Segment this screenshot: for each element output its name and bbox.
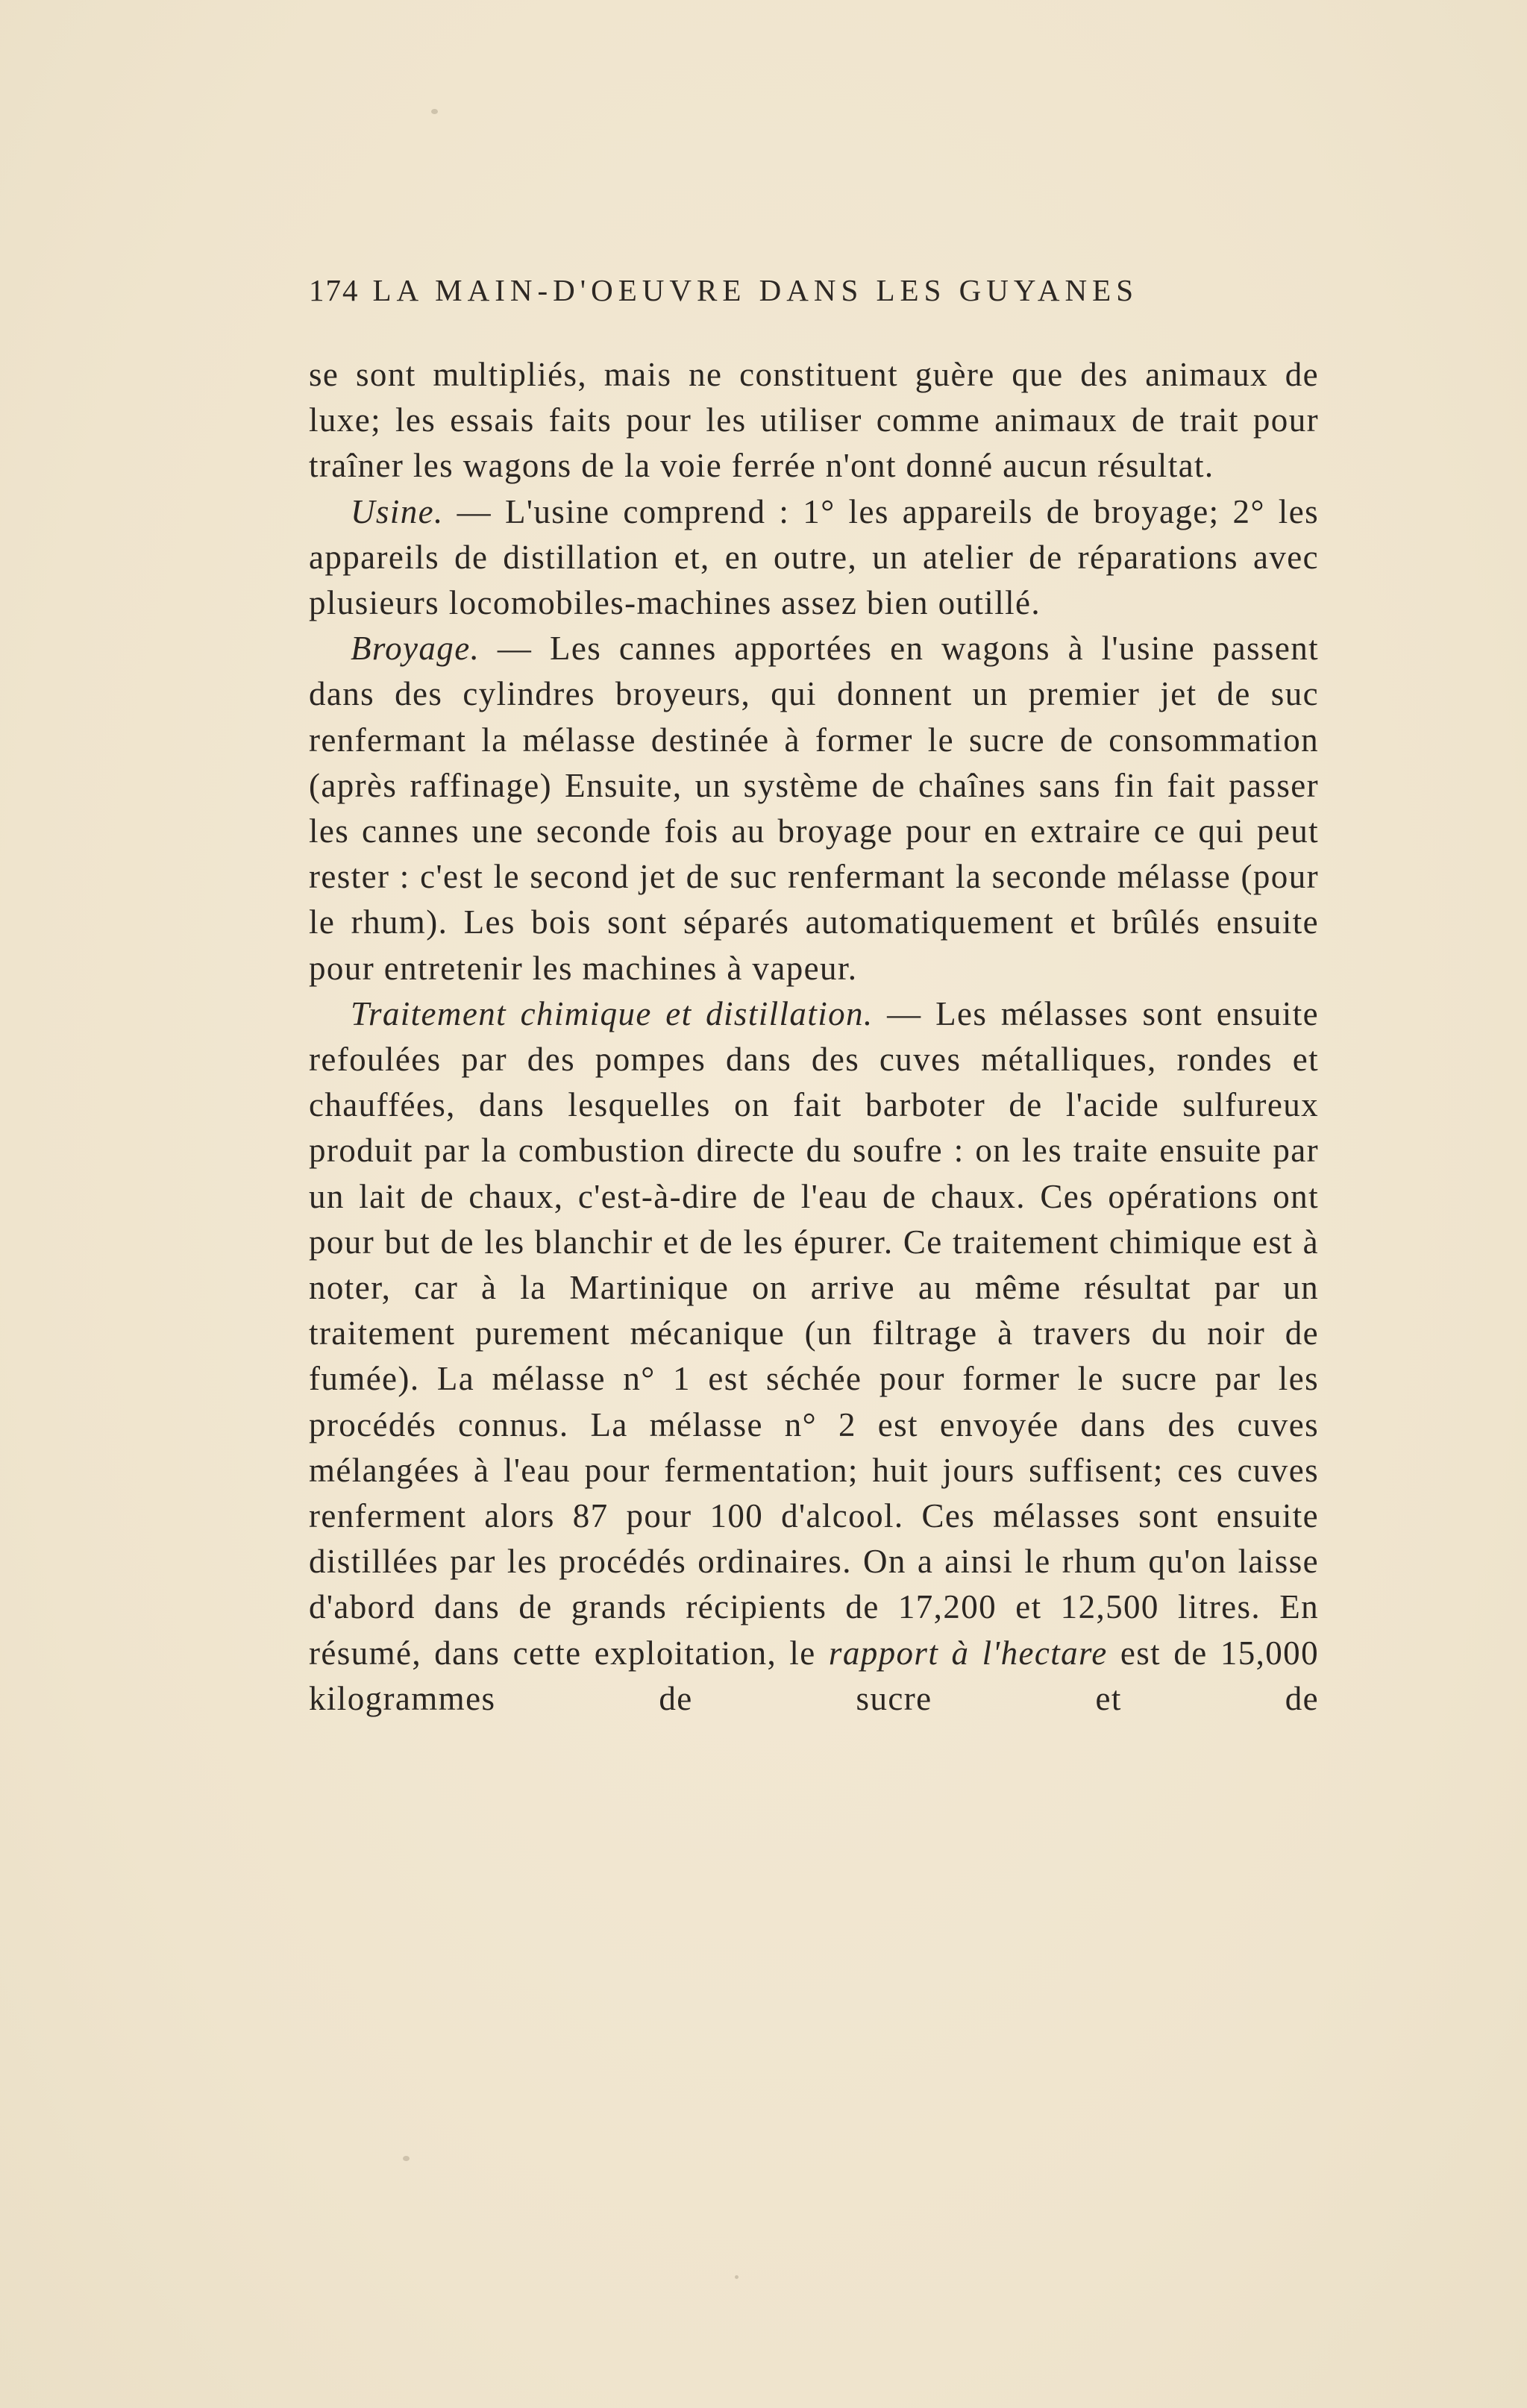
section-heading-usine: Usine.: [351, 492, 444, 530]
paper-speck: [431, 109, 438, 114]
paragraph-usine: [309, 489, 1319, 627]
running-title: LA MAIN-D'OEUVRE DANS LES GUYANES: [372, 273, 1138, 307]
running-header: [309, 272, 1241, 308]
paragraph-broyage-text: — Les cannes apportées en wagons à l'usine passent dans des cylindres broyeurs, qui donnent un premier jet de suc renfermant la mélasse destinée à former le sucre de consommation (après raffinage) Ensuite, un système de chaînes sans fin fait passer les cannes une seconde fois au broyage pour en extraire ce qui peut rester : c'est le second jet de suc renfermant la seconde mélasse (pour le rhum). Les bois sont séparés automatiquement et brûlés ensuite pour entretenir les machines à vapeur.: [309, 630, 1319, 987]
paragraph-broyage: [309, 626, 1319, 991]
body-text: [309, 352, 1319, 1722]
paragraph-traitement-tail: est de 15,000 kilogrammes de sucre et de: [309, 1634, 1319, 1717]
paragraph-1-text: se sont multipliés, mais ne constituent guère que des animaux de luxe; les essais faits pour les utiliser comme animaux de trait pour traîner les wagons de la voie ferrée n'ont donné aucun résultat.: [309, 356, 1319, 485]
section-heading-traitement: Traitement chimique et distillation.: [351, 994, 874, 1032]
paragraph-traitement-text: — Les mélasses sont ensuite refoulées par des pompes dans des cuves métalliques, rondes et chauffées, dans lesquelles on fait barboter de l'acide sulfureux produit par la combustion directe du soufre : on les traite ensuite par un lait de chaux, c'est-à-dire de l'eau de chaux. Ces opérations ont pour but de les blanchir et de les épurer. Ce traitement chimique est à noter, car à la Martinique on arrive au même résultat par un traitement purement mécanique (un filtrage à travers du noir de fumée). La mélasse n° 1 est séchée pour former le sucre par les procédés connus. La mélasse n° 2 est envoyée dans des cuves mélangées à l'eau pour fermentation; huit jours suffisent; ces cuves renferment alors 87 pour 100 d'alcool. Ces mélasses sont ensuite distillées par les procédés ordinaires. On a ainsi le rhum qu'on laisse d'abord dans de grands récipients de 17,200 et 12,500 litres. En résumé, dans cette exploitation, le: [309, 994, 1319, 1672]
paper-speck: [735, 2275, 739, 2279]
paper-speck: [403, 2156, 410, 2161]
paragraph-traitement: [309, 991, 1319, 1722]
paragraph-1: [309, 352, 1319, 489]
italic-term: rapport à l'hectare: [828, 1634, 1108, 1672]
paragraph-usine-text: — L'usine comprend : 1° les appareils de broyage; 2° les appareils de distillation et, en outre, un atelier de réparations avec plusieurs locomobiles-machines assez bien outillé.: [309, 492, 1319, 622]
page-number: 174: [309, 273, 360, 307]
section-heading-broyage: Broyage.: [351, 630, 480, 668]
